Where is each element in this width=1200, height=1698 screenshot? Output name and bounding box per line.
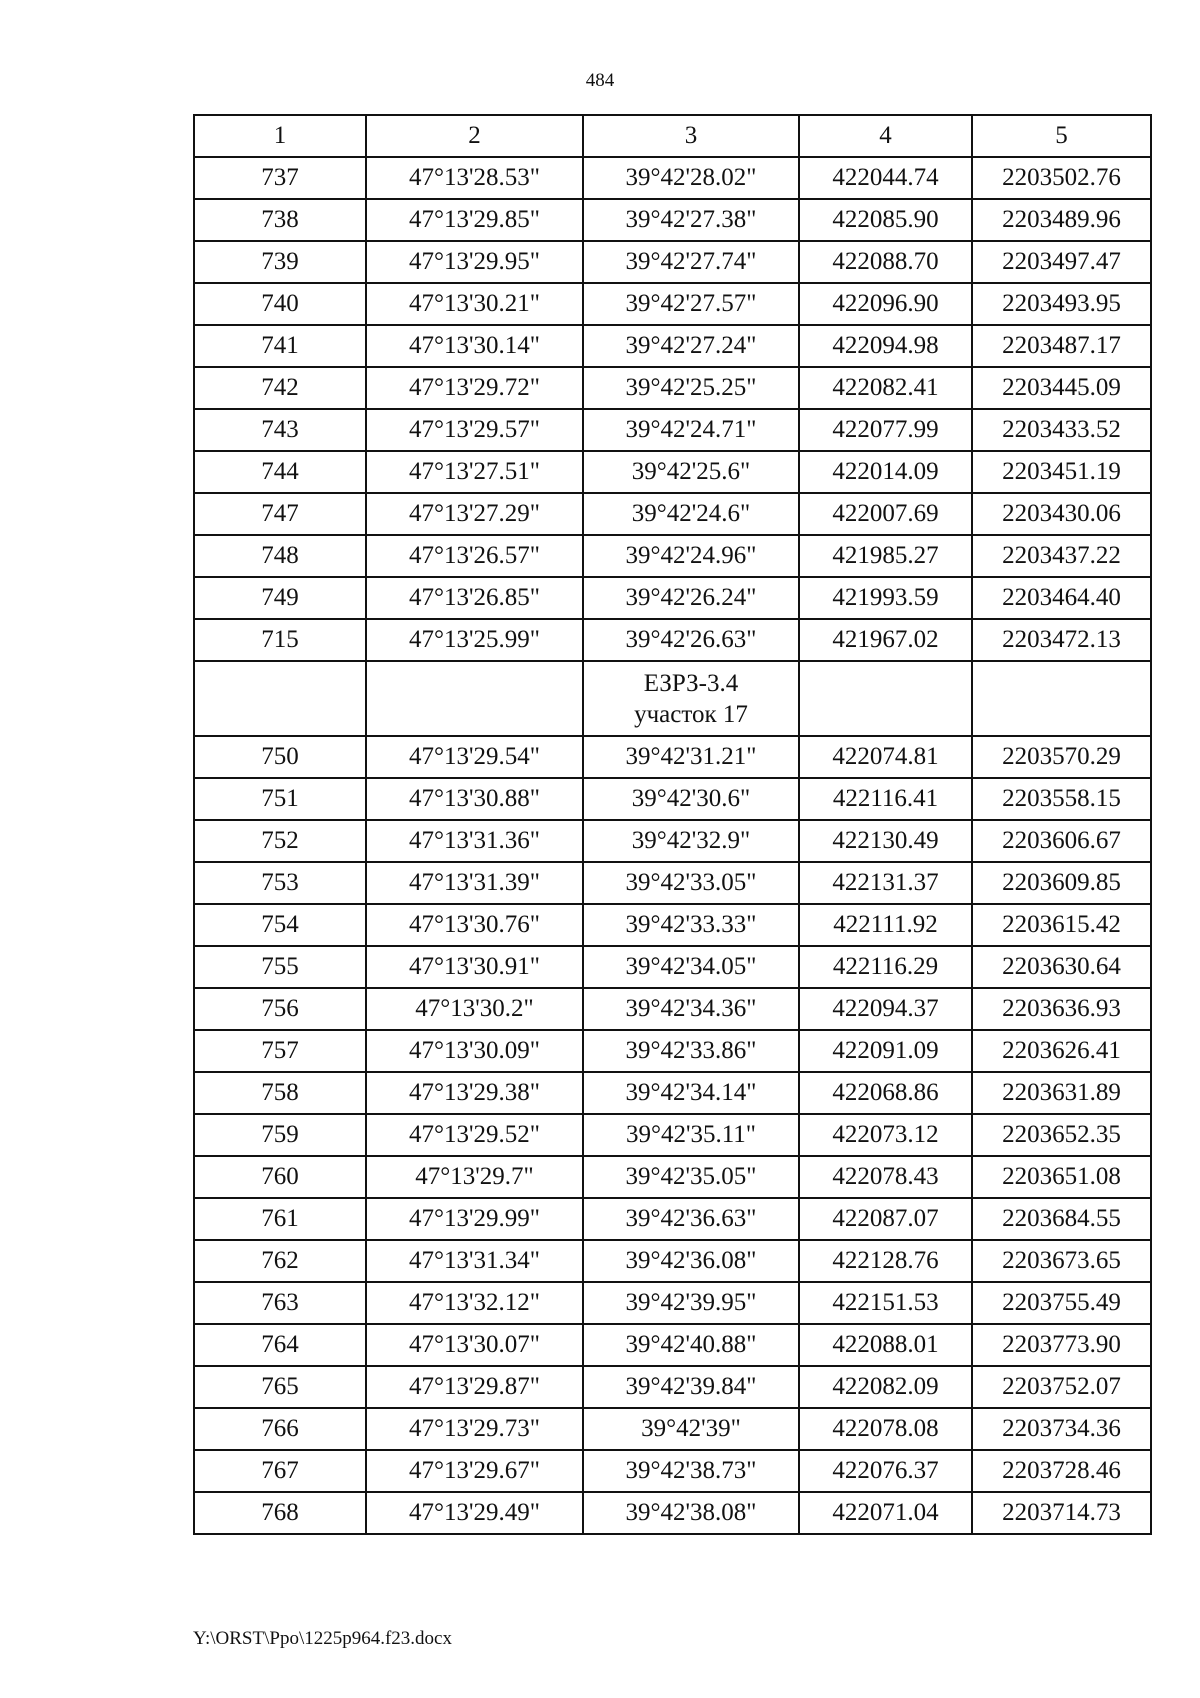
latitude-cell: 47°13'30.07" xyxy=(366,1324,583,1366)
latitude-cell: 47°13'29.57" xyxy=(366,409,583,451)
table-row xyxy=(194,241,1151,283)
table-row xyxy=(194,778,1151,820)
table-row xyxy=(194,1408,1151,1450)
coord-y-cell: 2203570.29 xyxy=(972,736,1151,778)
longitude-cell: 39°42'38.73" xyxy=(583,1450,799,1492)
latitude-cell: 47°13'29.95" xyxy=(366,241,583,283)
coord-x-cell: 422007.69 xyxy=(799,493,972,535)
latitude-cell: 47°13'29.87" xyxy=(366,1366,583,1408)
point-number-cell: 758 xyxy=(194,1072,366,1114)
table-row xyxy=(194,1366,1151,1408)
point-number-cell: 755 xyxy=(194,946,366,988)
table-row xyxy=(194,1114,1151,1156)
latitude-cell: 47°13'29.72" xyxy=(366,367,583,409)
longitude-cell: 39°42'26.24" xyxy=(583,577,799,619)
point-number-cell: 753 xyxy=(194,862,366,904)
coord-y-cell: 2203558.15 xyxy=(972,778,1151,820)
header-cell: 4 xyxy=(799,115,972,157)
point-number-cell: 744 xyxy=(194,451,366,493)
longitude-cell: 39°42'25.6" xyxy=(583,451,799,493)
table-row xyxy=(194,820,1151,862)
longitude-cell: 39°42'27.24" xyxy=(583,325,799,367)
coord-x-cell: 422087.07 xyxy=(799,1198,972,1240)
coord-x-cell: 422088.70 xyxy=(799,241,972,283)
coord-y-cell: 2203755.49 xyxy=(972,1282,1151,1324)
latitude-cell: 47°13'27.29" xyxy=(366,493,583,535)
latitude-cell: 47°13'30.21" xyxy=(366,283,583,325)
table-row xyxy=(194,862,1151,904)
longitude-cell: 39°42'34.14" xyxy=(583,1072,799,1114)
coord-x-cell: 422076.37 xyxy=(799,1450,972,1492)
latitude-cell: 47°13'29.7" xyxy=(366,1156,583,1198)
point-number-cell: 759 xyxy=(194,1114,366,1156)
point-number-cell: 762 xyxy=(194,1240,366,1282)
coord-y-cell: 2203606.67 xyxy=(972,820,1151,862)
coord-x-cell: 422073.12 xyxy=(799,1114,972,1156)
table-row xyxy=(194,904,1151,946)
longitude-cell: 39°42'24.71" xyxy=(583,409,799,451)
point-number-cell: 764 xyxy=(194,1324,366,1366)
coord-x-cell: 422130.49 xyxy=(799,820,972,862)
coord-y-cell: 2203497.47 xyxy=(972,241,1151,283)
latitude-cell: 47°13'30.76" xyxy=(366,904,583,946)
coord-y-cell: 2203752.07 xyxy=(972,1366,1151,1408)
table-row xyxy=(194,157,1151,199)
coord-x-cell: 422111.92 xyxy=(799,904,972,946)
latitude-cell: 47°13'29.54" xyxy=(366,736,583,778)
latitude-cell: 47°13'29.67" xyxy=(366,1450,583,1492)
table-row xyxy=(194,1282,1151,1324)
coordinates-table xyxy=(193,114,1152,1535)
coord-y-cell: 2203445.09 xyxy=(972,367,1151,409)
table-row xyxy=(194,199,1151,241)
coord-y-cell: 2203734.36 xyxy=(972,1408,1151,1450)
longitude-cell: 39°42'36.08" xyxy=(583,1240,799,1282)
table-row xyxy=(194,577,1151,619)
point-number-cell: 737 xyxy=(194,157,366,199)
section-zone-code: ЕЗРЗ-3.4 xyxy=(643,669,739,697)
latitude-cell: 47°13'30.91" xyxy=(366,946,583,988)
coord-x-cell: 422096.90 xyxy=(799,283,972,325)
coord-y-cell: 2203502.76 xyxy=(972,157,1151,199)
coord-y-cell: 2203684.55 xyxy=(972,1198,1151,1240)
longitude-cell: 39°42'38.08" xyxy=(583,1492,799,1534)
longitude-cell: 39°42'33.33" xyxy=(583,904,799,946)
section-title-cell xyxy=(583,661,799,736)
coord-y-cell: 2203636.93 xyxy=(972,988,1151,1030)
latitude-cell: 47°13'30.14" xyxy=(366,325,583,367)
coord-y-cell: 2203673.65 xyxy=(972,1240,1151,1282)
point-number-cell: 747 xyxy=(194,493,366,535)
point-number-cell: 740 xyxy=(194,283,366,325)
latitude-cell: 47°13'31.34" xyxy=(366,1240,583,1282)
point-number-cell: 766 xyxy=(194,1408,366,1450)
header-cell: 5 xyxy=(972,115,1151,157)
coord-x-cell: 422131.37 xyxy=(799,862,972,904)
latitude-cell: 47°13'30.88" xyxy=(366,778,583,820)
section-plot-label: участок 17 xyxy=(634,700,748,728)
coord-y-cell: 2203433.52 xyxy=(972,409,1151,451)
coord-y-cell: 2203714.73 xyxy=(972,1492,1151,1534)
coord-x-cell: 422094.98 xyxy=(799,325,972,367)
latitude-cell: 47°13'29.49" xyxy=(366,1492,583,1534)
table-row xyxy=(194,535,1151,577)
latitude-cell: 47°13'29.99" xyxy=(366,1198,583,1240)
latitude-cell: 47°13'29.38" xyxy=(366,1072,583,1114)
point-number-cell: 742 xyxy=(194,367,366,409)
longitude-cell: 39°42'35.05" xyxy=(583,1156,799,1198)
latitude-cell: 47°13'29.52" xyxy=(366,1114,583,1156)
coord-x-cell: 422068.86 xyxy=(799,1072,972,1114)
coord-y-cell: 2203609.85 xyxy=(972,862,1151,904)
page-number: 484 xyxy=(585,70,615,91)
coord-y-cell: 2203487.17 xyxy=(972,325,1151,367)
point-number-cell: 763 xyxy=(194,1282,366,1324)
latitude-cell: 47°13'32.12" xyxy=(366,1282,583,1324)
longitude-cell: 39°42'36.63" xyxy=(583,1198,799,1240)
longitude-cell: 39°42'33.86" xyxy=(583,1030,799,1072)
latitude-cell: 47°13'26.85" xyxy=(366,577,583,619)
latitude-cell: 47°13'30.09" xyxy=(366,1030,583,1072)
coord-x-cell: 422044.74 xyxy=(799,157,972,199)
longitude-cell: 39°42'31.21" xyxy=(583,736,799,778)
latitude-cell: 47°13'26.57" xyxy=(366,535,583,577)
coord-x-cell: 422082.41 xyxy=(799,367,972,409)
point-number-cell: 739 xyxy=(194,241,366,283)
latitude-cell: 47°13'31.39" xyxy=(366,862,583,904)
coord-x-cell: 421985.27 xyxy=(799,535,972,577)
point-number-cell: 748 xyxy=(194,535,366,577)
coord-x-cell: 422128.76 xyxy=(799,1240,972,1282)
table-row xyxy=(194,1240,1151,1282)
table-row xyxy=(194,736,1151,778)
table-row xyxy=(194,409,1151,451)
header-cell: 3 xyxy=(583,115,799,157)
point-number-cell: 750 xyxy=(194,736,366,778)
coord-x-cell: 422014.09 xyxy=(799,451,972,493)
document-file-path: Y:\ORST\Ppo\1225p964.f23.docx xyxy=(193,1628,452,1649)
coord-y-cell: 2203437.22 xyxy=(972,535,1151,577)
table-row xyxy=(194,283,1151,325)
latitude-cell: 47°13'30.2" xyxy=(366,988,583,1030)
point-number-cell: 768 xyxy=(194,1492,366,1534)
coord-y-cell: 2203430.06 xyxy=(972,493,1151,535)
table-row xyxy=(194,988,1151,1030)
coord-x-cell: 422151.53 xyxy=(799,1282,972,1324)
point-number-cell: 738 xyxy=(194,199,366,241)
longitude-cell: 39°42'30.6" xyxy=(583,778,799,820)
coord-y-cell: 2203615.42 xyxy=(972,904,1151,946)
coord-y-cell: 2203493.95 xyxy=(972,283,1151,325)
table-row xyxy=(194,1156,1151,1198)
longitude-cell: 39°42'27.57" xyxy=(583,283,799,325)
longitude-cell: 39°42'24.96" xyxy=(583,535,799,577)
longitude-cell: 39°42'34.36" xyxy=(583,988,799,1030)
latitude-cell: 47°13'27.51" xyxy=(366,451,583,493)
coord-x-cell: 422077.99 xyxy=(799,409,972,451)
point-number-cell: 752 xyxy=(194,820,366,862)
table-row xyxy=(194,1492,1151,1534)
coord-x-cell: 422082.09 xyxy=(799,1366,972,1408)
latitude-cell: 47°13'28.53" xyxy=(366,157,583,199)
coord-y-cell: 2203652.35 xyxy=(972,1114,1151,1156)
coord-x-cell: 422078.08 xyxy=(799,1408,972,1450)
longitude-cell: 39°42'40.88" xyxy=(583,1324,799,1366)
point-number-cell: 756 xyxy=(194,988,366,1030)
point-number-cell: 761 xyxy=(194,1198,366,1240)
header-cell: 1 xyxy=(194,115,366,157)
latitude-cell: 47°13'25.99" xyxy=(366,619,583,661)
longitude-cell: 39°42'32.9" xyxy=(583,820,799,862)
coord-x-cell: 422071.04 xyxy=(799,1492,972,1534)
coord-y-cell: 2203630.64 xyxy=(972,946,1151,988)
coord-x-cell: 421967.02 xyxy=(799,619,972,661)
coord-x-cell: 422116.41 xyxy=(799,778,972,820)
point-number-cell: 760 xyxy=(194,1156,366,1198)
coord-y-cell: 2203728.46 xyxy=(972,1450,1151,1492)
longitude-cell: 39°42'25.25" xyxy=(583,367,799,409)
empty-cell xyxy=(799,661,972,736)
coord-x-cell: 422085.90 xyxy=(799,199,972,241)
table-row xyxy=(194,1030,1151,1072)
coordinates-table-body xyxy=(194,115,1151,1534)
table-row xyxy=(194,493,1151,535)
table-header-row xyxy=(194,115,1151,157)
header-cell: 2 xyxy=(366,115,583,157)
coord-x-cell: 422116.29 xyxy=(799,946,972,988)
table-row xyxy=(194,367,1151,409)
coord-x-cell: 422078.43 xyxy=(799,1156,972,1198)
coord-x-cell: 422091.09 xyxy=(799,1030,972,1072)
table-row xyxy=(194,1072,1151,1114)
point-number-cell: 743 xyxy=(194,409,366,451)
coord-x-cell: 422088.01 xyxy=(799,1324,972,1366)
longitude-cell: 39°42'28.02" xyxy=(583,157,799,199)
coord-y-cell: 2203626.41 xyxy=(972,1030,1151,1072)
table-row xyxy=(194,619,1151,661)
longitude-cell: 39°42'39.95" xyxy=(583,1282,799,1324)
coord-y-cell: 2203464.40 xyxy=(972,577,1151,619)
coord-y-cell: 2203773.90 xyxy=(972,1324,1151,1366)
point-number-cell: 757 xyxy=(194,1030,366,1072)
table-row xyxy=(194,1324,1151,1366)
table-row xyxy=(194,325,1151,367)
point-number-cell: 754 xyxy=(194,904,366,946)
point-number-cell: 741 xyxy=(194,325,366,367)
longitude-cell: 39°42'39" xyxy=(583,1408,799,1450)
point-number-cell: 715 xyxy=(194,619,366,661)
point-number-cell: 765 xyxy=(194,1366,366,1408)
coord-x-cell: 421993.59 xyxy=(799,577,972,619)
longitude-cell: 39°42'27.38" xyxy=(583,199,799,241)
coord-y-cell: 2203489.96 xyxy=(972,199,1151,241)
point-number-cell: 767 xyxy=(194,1450,366,1492)
table-row xyxy=(194,1198,1151,1240)
longitude-cell: 39°42'39.84" xyxy=(583,1366,799,1408)
longitude-cell: 39°42'33.05" xyxy=(583,862,799,904)
longitude-cell: 39°42'26.63" xyxy=(583,619,799,661)
empty-cell xyxy=(366,661,583,736)
latitude-cell: 47°13'29.85" xyxy=(366,199,583,241)
point-number-cell: 749 xyxy=(194,577,366,619)
coord-y-cell: 2203451.19 xyxy=(972,451,1151,493)
longitude-cell: 39°42'24.6" xyxy=(583,493,799,535)
latitude-cell: 47°13'31.36" xyxy=(366,820,583,862)
point-number-cell: 751 xyxy=(194,778,366,820)
latitude-cell: 47°13'29.73" xyxy=(366,1408,583,1450)
coord-y-cell: 2203472.13 xyxy=(972,619,1151,661)
section-header-row xyxy=(194,661,1151,736)
coord-x-cell: 422094.37 xyxy=(799,988,972,1030)
longitude-cell: 39°42'34.05" xyxy=(583,946,799,988)
empty-cell xyxy=(194,661,366,736)
coord-y-cell: 2203651.08 xyxy=(972,1156,1151,1198)
table-row xyxy=(194,1450,1151,1492)
table-row xyxy=(194,946,1151,988)
table-row xyxy=(194,451,1151,493)
coord-y-cell: 2203631.89 xyxy=(972,1072,1151,1114)
coord-x-cell: 422074.81 xyxy=(799,736,972,778)
longitude-cell: 39°42'35.11" xyxy=(583,1114,799,1156)
empty-cell xyxy=(972,661,1151,736)
longitude-cell: 39°42'27.74" xyxy=(583,241,799,283)
